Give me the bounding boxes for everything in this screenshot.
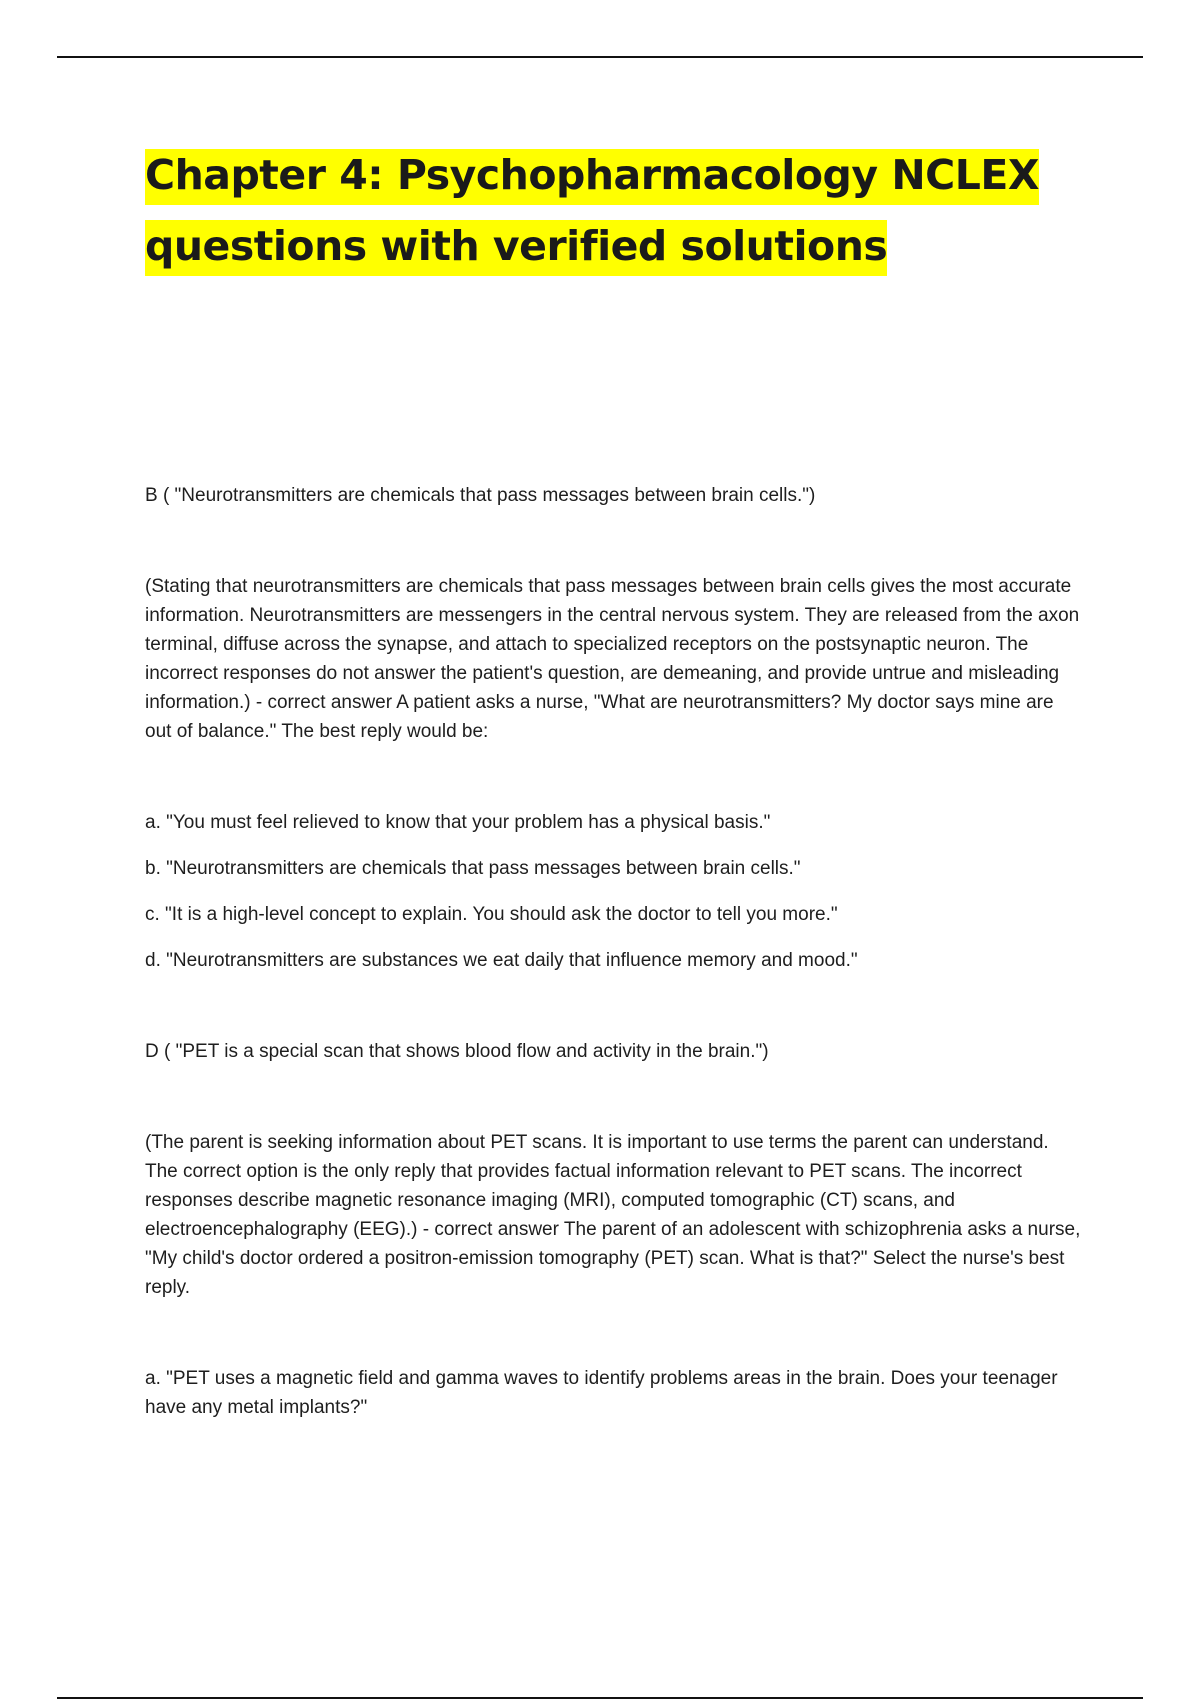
title-highlight: Chapter 4: Psychopharmacology NCLEX questions with verified solutions — [145, 149, 1039, 276]
q2-explanation: (The parent is seeking information about PET scans. It is important to use terms the parent can understand. The correct option is the only reply that provides factual information relevant to PET scans. The incorrect responses describe magnetic resonance imaging (MRI), computed tomographic (CT) scans, and electroencephalography (EEG).) - correct answer The parent of an adolescent with schizophrenia asks a nurse, "My child's doctor ordered a positron-emission tomography (PET) scan. What is that?" Select the nurse's best reply. — [145, 1132, 1081, 1298]
q1-option-d: d. "Neurotransmitters are substances we eat daily that influence memory and mood." — [145, 950, 858, 971]
q1-option-c: c. "It is a high-level concept to explain. You should ask the doctor to tell you more." — [145, 904, 838, 925]
document-body — [145, 140, 1085, 1422]
top-rule — [57, 56, 1143, 58]
bottom-rule — [57, 1697, 1143, 1699]
q1-option-b: b. "Neurotransmitters are chemicals that pass messages between brain cells." — [145, 858, 801, 879]
q1-explanation: (Stating that neurotransmitters are chemicals that pass messages between brain cells gives the most accurate information. Neurotransmitters are messengers in the central nervous system. They are released from the axon terminal, diffuse across the synapse, and attach to specialized receptors on the postsynaptic neuron. The incorrect responses do not answer the patient's question, are demeaning, and provide untrue and misleading information.) - correct answer A patient asks a nurse, "What are neurotransmitters? My doctor says mine are out of balance." The best reply would be: — [145, 576, 1080, 742]
q2-option-a: a. "PET uses a magnetic field and gamma waves to identify problems areas in the brain. Does your teenager have any metal implants?" — [145, 1368, 1058, 1418]
q1-option-a: a. "You must feel relieved to know that your problem has a physical basis." — [145, 812, 771, 833]
document-title — [145, 140, 1085, 282]
q2-answer: D ( "PET is a special scan that shows blood flow and activity in the brain.") — [145, 1041, 769, 1062]
q1-answer: B ( "Neurotransmitters are chemicals that pass messages between brain cells.") — [145, 485, 816, 506]
